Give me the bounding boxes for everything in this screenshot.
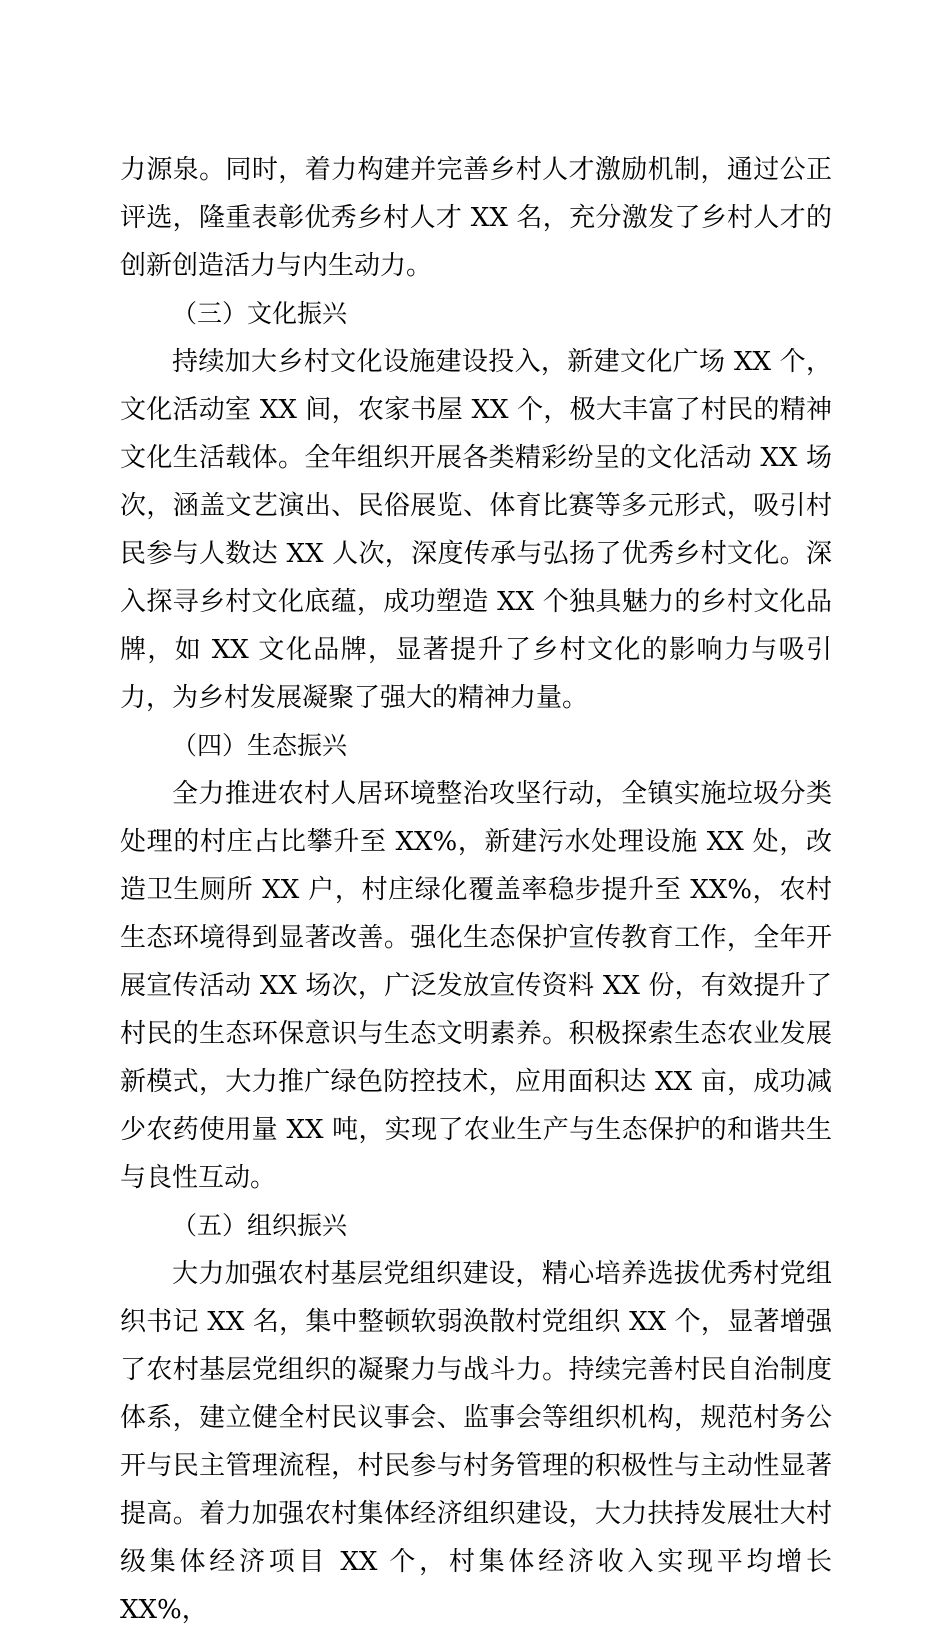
paragraph-ecology: 全力推进农村人居环境整治攻坚行动，全镇实施垃圾分类处理的村庄占比攀升至 XX%，新建污水处理设施 XX 处，改造卫生厕所 XX 户，村庄绿化覆盖率稳步提升至 XX%，农村生态环境得到显著改善。强化生态保护宣传教育工作，全年开展宣传活动 XX 场次，广泛发放宣传资料 XX 份，有效提升了村民的生态环保意识与生态文明素养。积极探索生态农业发展新模式，大力推广绿色防控技术，应用面积达 XX 亩，成功减少农药使用量 XX 吨，实现了农业生产与生态保护的和谐共生与良性互动。 bbox=[120, 779, 832, 1193]
section-heading-culture: （三）文化振兴 bbox=[172, 299, 348, 328]
paragraph-talent-continuation: 力源泉。同时，着力构建并完善乡村人才激励机制，通过公正评选，隆重表彰优秀乡村人才 XX 名，充分激发了乡村人才的创新创造活力与内生动力。 bbox=[120, 155, 832, 281]
section-heading-organization: （五）组织振兴 bbox=[172, 1211, 348, 1240]
paragraph-culture: 持续加大乡村文化设施建设投入，新建文化广场 XX 个，文化活动室 XX 间，农家书屋 XX 个，极大丰富了村民的精神文化生活载体。全年组织开展各类精彩纷呈的文化活动 XX 场次，涵盖文艺演出、民俗展览、体育比赛等多元形式，吸引村民参与人数达 XX 人次，深度传承与弘扬了优秀乡村文化。深入探寻乡村文化底蕴，成功塑造 XX 个独具魅力的乡村文化品牌，如 XX 文化品牌，显著提升了乡村文化的影响力与吸引力，为乡村发展凝聚了强大的精神力量。 bbox=[120, 347, 832, 713]
paragraph-organization: 大力加强农村基层党组织建设，精心培养选拔优秀村党组织书记 XX 名，集中整顿软弱涣散村党组织 XX 个，显著增强了农村基层党组织的凝聚力与战斗力。持续完善村民自治制度体系，建立健全村民议事会、监事会等组织机构，规范村务公开与民主管理流程，村民参与村务管理的积极性与主动性显著提高。着力加强农村集体经济组织建设，大力扶持发展壮大村级集体经济项目 XX 个，村集体经济收入实现平均增长 XX%， bbox=[120, 1259, 832, 1625]
section-heading-ecology: （四）生态振兴 bbox=[172, 731, 348, 760]
document-body bbox=[120, 146, 832, 1634]
